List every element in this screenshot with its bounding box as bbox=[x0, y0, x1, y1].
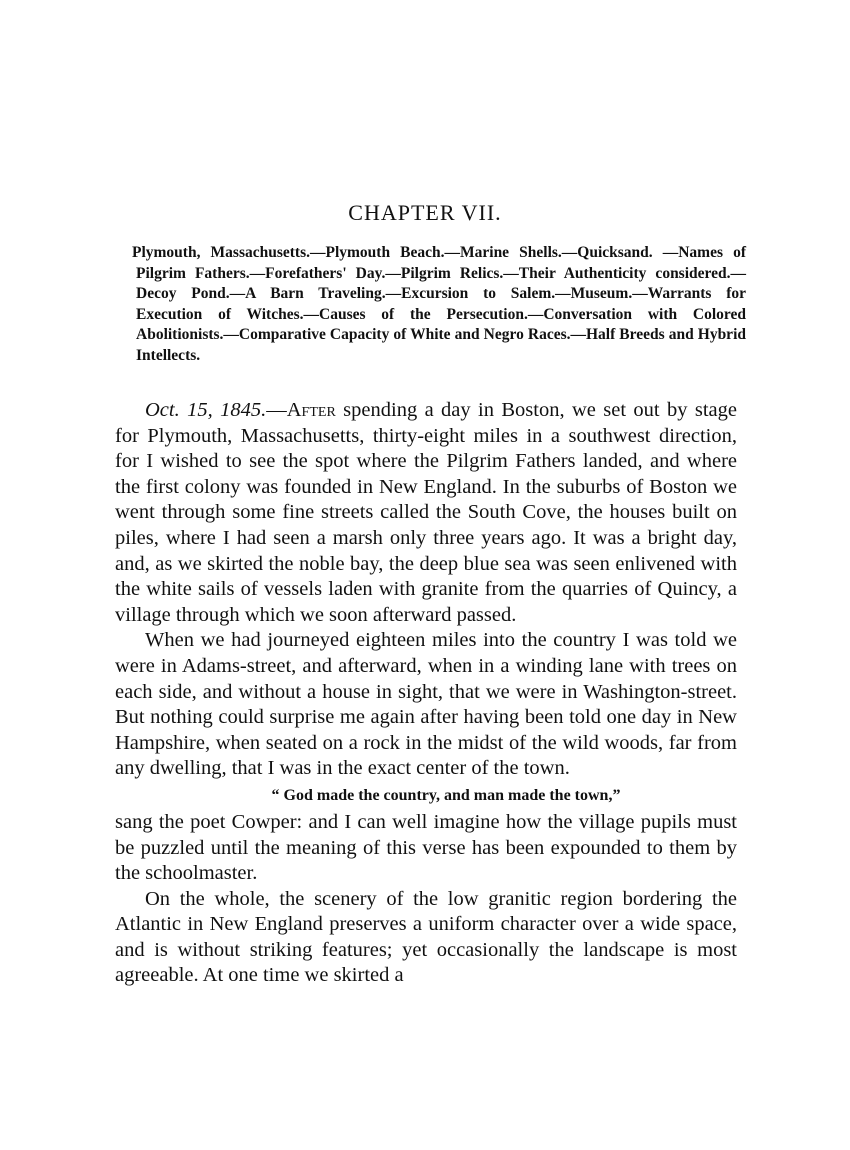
paragraph-2: When we had journeyed eighteen miles into the country I was told we were in Adams-street, and afterward, when in a winding lane with trees on each side, and without a house in sight, that we were in Washington-street. But nothing could surprise me again after having been told one day in New Hampshire, when seated on a rock in the midst of the wild woods, far from any dwelling, that I was in the exact center of the town. bbox=[115, 629, 737, 780]
chapter-summary: Plymouth, Massachusetts.—Plymouth Beach.—Marine Shells.—Quicksand. —Names of Pilgrim Fathers.—Forefathers' Day.—Pilgrim Relics.—Their Authenticity considered.—Decoy Pond.—A Barn Traveling.—Excursion to Salem.—Museum.—Warrants for Execution of Witches.—Causes of the Persecution.—Conversation with Colored Abolitionists.—Comparative Capacity of White and Negro Races.—Half Breeds and Hybrid Intellects. bbox=[132, 244, 746, 364]
paragraph-4: On the whole, the scenery of the low granitic region bordering the Atlantic in New England preserves a uniform character over a wide space, and is without striking features; yet occasionally the landscape is most agreeable. At one time we skirted a bbox=[115, 887, 737, 987]
paragraph-1 bbox=[115, 398, 737, 628]
poem-quote: “ God made the country, and man made the town,” bbox=[271, 786, 621, 804]
dash: — bbox=[266, 399, 287, 421]
chapter-title: CHAPTER VII. bbox=[348, 200, 502, 225]
body-text bbox=[115, 398, 737, 989]
paragraph-3: sang the poet Cowper: and I can well imagine how the village pupils must be puzzled until the meaning of this verse has been expounded to them by the schoolmaster. bbox=[115, 810, 737, 885]
paragraph-1-text: spending a day in Boston, we set out by stage for Plymouth, Massachusetts, thirty-eight miles in a southwest direction, for I wished to see the spot where the Pilgrim Fathers landed, and where the first colony was founded in New England. In the suburbs of Boston we went through some fine streets called the South Cove, the houses built on piles, where I had seen a marsh only three years ago. It was a bright day, and, as we skirted the noble bay, the deep blue sea was seen enlivened with the white sails of vessels laden with granite from the quarries of Quincy, a village through which we soon afterward passed. bbox=[115, 399, 737, 626]
entry-date: Oct. 15, 1845. bbox=[145, 399, 267, 421]
lead-word: After bbox=[286, 399, 336, 421]
